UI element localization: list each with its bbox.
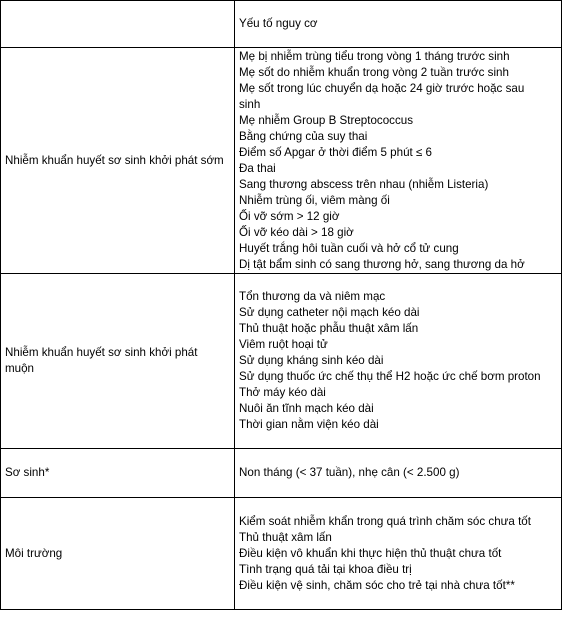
factor-item: Non tháng (< 37 tuần), nhẹ cân (< 2.500 g) — [239, 466, 460, 479]
factor-item: Huyết trắng hôi tuần cuối và hở cổ tử cung — [239, 241, 459, 255]
factor-item: sinh — [239, 97, 261, 111]
factor-item: Sử dụng kháng sinh kéo dài — [239, 354, 384, 367]
table-row-newborn — [1, 449, 562, 498]
factor-item: Thủ thuật hoặc phẫu thuật xâm lấn — [239, 322, 419, 335]
factor-item: Kiểm soát nhiễm khẩn trong quá trình chăm sóc chưa tốt — [239, 514, 531, 528]
factor-item: Mẹ bị nhiễm trùng tiểu trong vòng 1 tháng trước sinh — [239, 49, 510, 63]
factor-item: Thở máy kéo dài — [239, 386, 326, 399]
factor-item: Mẹ nhiễm Group B Streptococcus — [239, 113, 413, 127]
table-row-late-onset-sepsis — [1, 274, 562, 449]
factor-item: Mẹ sốt trong lúc chuyển dạ hoặc 24 giờ trước hoặc sau — [239, 81, 525, 95]
factor-item: Nuôi ăn tĩnh mạch kéo dài — [239, 402, 374, 415]
factor-item: Ối vỡ sớm > 12 giờ — [239, 209, 340, 223]
factor-item: Đa thai — [239, 161, 276, 175]
factors-cell — [235, 449, 562, 498]
table-row-environment — [1, 498, 562, 610]
factor-item: Viêm ruột hoại tử — [239, 338, 328, 351]
factor-item: Mẹ sốt do nhiễm khuẩn trong vòng 2 tuần trước sinh — [239, 65, 509, 79]
category-cell — [1, 498, 235, 610]
category-cell — [1, 48, 235, 274]
header-cell-category — [1, 1, 235, 48]
factors-cell — [235, 274, 562, 449]
factor-item: Sử dụng catheter nội mạch kéo dài — [239, 306, 420, 319]
factor-item: Bằng chứng của suy thai — [239, 129, 368, 143]
category-text: Sơ sinh* — [5, 466, 50, 479]
category-text: Môi trường — [5, 546, 63, 560]
factor-item: Sang thương abscess trên nhau (nhiễm Listeria) — [239, 177, 489, 191]
factor-item: Điều kiện vệ sinh, chăm sóc cho trẻ tại nhà chưa tốt** — [239, 578, 515, 592]
category-text: Nhiễm khuẩn huyết sơ sinh khởi phát — [5, 346, 198, 359]
factor-item: Ối vỡ kéo dài > 18 giờ — [239, 225, 354, 239]
factor-item: Tổn thương da và niêm mạc — [239, 290, 386, 303]
factor-item: Thủ thuật xâm lấn — [239, 530, 332, 544]
factor-item: Sử dụng thuốc ức chế thụ thể H2 hoặc ức chế bơm proton — [239, 370, 541, 383]
table-row-early-onset-sepsis — [1, 48, 562, 274]
factors-cell — [235, 498, 562, 610]
header-cell-risk-factors: Yếu tố nguy cơ — [235, 1, 562, 48]
factors-cell — [235, 48, 562, 274]
factor-item: Tình trạng quá tải tại khoa điều trị — [239, 562, 412, 576]
factor-item: Điểm số Apgar ở thời điểm 5 phút ≤ 6 — [239, 145, 432, 159]
table-header-row — [1, 1, 562, 48]
category-cell — [1, 449, 235, 498]
category-cell — [1, 274, 235, 449]
factor-item: Thời gian nằm viện kéo dài — [239, 418, 379, 431]
category-text: Nhiễm khuẩn huyết sơ sinh khởi phát sớm — [5, 153, 224, 167]
factor-item: Dị tật bẩm sinh có sang thương hở, sang thương da hở — [239, 257, 525, 271]
factor-item: Nhiễm trùng ối, viêm màng ối — [239, 193, 390, 207]
category-text: muộn — [5, 362, 35, 375]
factor-item: Điều kiện vô khuẩn khi thực hiện thủ thuật chưa tốt — [239, 546, 502, 560]
